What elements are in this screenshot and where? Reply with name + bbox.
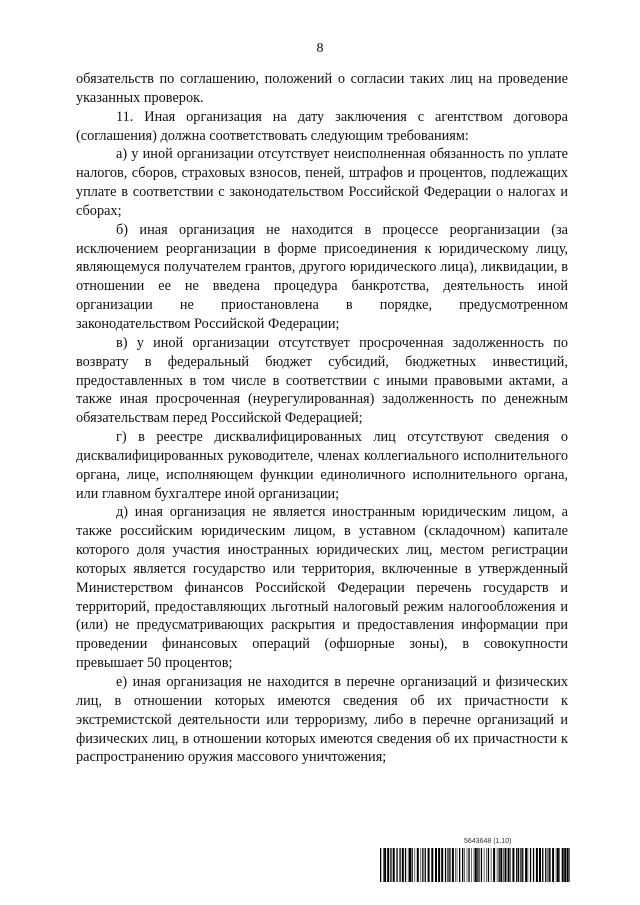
barcode-bar: [499, 848, 500, 882]
barcode-bar: [438, 848, 440, 882]
paragraph-subitem-e: е) иная организация не находится в перечне организаций и физических лиц, в отношении которых имеются сведения об их причастности к экстремистской деятельности или терроризму, либо в перечне организаций и физических лиц, в отношении которых имеются сведения об их причастности к распространению оружия массового уничтожения;: [76, 674, 568, 766]
barcode-bar: [408, 848, 409, 882]
paragraph-subitem-a: а) у иной организации отсутствует неисполненная обязанность по уплате налогов, сборов, страховых взносов, пеней, штрафов и процентов, подлежащих уплате в соответствии с законодательством Российской Федерации о налогах и сборах;: [76, 146, 568, 219]
paragraph-subitem-b: б) иная организация не находится в процессе реорганизации (за исключением реорганизации в форме присоединения к юридическому лицу, являющемуся получателем грантов, другого юридического лица), ликвидации, в отношении ее не введена процедура банкротства, деятельность иной организации не приостановлена в порядке, предусмотренном законодательством Российской Федерации;: [76, 221, 568, 332]
document-body: [76, 70, 568, 767]
barcode-bar: [512, 848, 514, 882]
barcode-bar: [390, 848, 391, 882]
barcode-bar: [422, 848, 423, 882]
barcode-bar: [530, 848, 531, 882]
barcode-bar: [559, 848, 560, 882]
paragraph-subitem-d: д) иная организация не является иностранным юридическим лицом, а также российским юридическим лицом, в уставном (складочном) капитале которого доля участия иностранных юридических лиц, местом регистрации которых является государство или территория, включенные в утвержденный Министерством финансов Российской Федерации перечень государств и территорий, предоставляющих льготный налоговый режим налогообложения и (или) не предусматривающих раскрытия и предоставления информации при проведении финансовых операций (офшорные зоны), в совокупности превышает 50 процентов;: [76, 504, 568, 672]
barcode-bar: [445, 848, 446, 882]
barcode-bar: [425, 848, 426, 882]
barcode-bar: [464, 848, 465, 882]
barcode-bar: [516, 848, 517, 882]
barcode-bar: [536, 848, 538, 882]
barcode-bar: [405, 848, 406, 882]
barcode-bar: [542, 848, 543, 882]
barcode-bar: [520, 848, 521, 882]
barcode-bar: [481, 848, 482, 882]
barcode-bar: [569, 848, 570, 882]
barcode-bar: [486, 848, 487, 882]
barcode-bar: [396, 848, 397, 882]
barcode-bar: [505, 848, 507, 882]
barcode-bar: [522, 848, 523, 882]
paragraph-subitem-v: в) у иной организации отсутствует просроченная задолженность по возврату в федеральный бюджет субсидий, бюджетных инвестиций, предоставленных в том числе в соответствии с иными правовыми актами, а также иная просроченная (неурегулированная) задолженность по денежным обязательствам перед Российской Федерацией;: [76, 334, 568, 427]
barcode-bar: [484, 848, 485, 882]
barcode-bar: [488, 848, 489, 882]
barcode-bar: [441, 848, 443, 882]
barcode-bar: [556, 848, 557, 882]
barcode-bar: [450, 848, 451, 882]
barcode-bar: [525, 848, 527, 882]
barcode-bar: [387, 848, 389, 882]
barcode-bar: [455, 848, 456, 882]
barcode-bar: [518, 848, 519, 882]
barcode-bar: [539, 848, 541, 882]
barcode-bar: [475, 848, 477, 882]
document-barcode: [380, 838, 572, 884]
barcode-bar: [468, 848, 469, 882]
paragraph-item-11: 11. Иная организация на дату заключения с агентством договора (соглашения) должна соответствовать следующим требованиям:: [76, 108, 568, 144]
barcode-bar: [462, 848, 463, 882]
barcode-bar: [497, 848, 498, 882]
barcode-bar: [500, 848, 502, 882]
barcode-bar: [562, 848, 564, 882]
barcode-bar: [510, 848, 511, 882]
barcode-bar: [415, 848, 416, 882]
barcode-caption: 5643648 (1.10): [464, 838, 512, 845]
barcode-bar: [503, 848, 504, 882]
barcode-bar: [384, 848, 386, 882]
page-number: 8: [316, 41, 324, 56]
barcode-bar: [550, 848, 551, 882]
barcode-bar: [399, 848, 400, 882]
barcode-bar: [493, 848, 495, 882]
barcode-bar: [447, 848, 448, 882]
paragraph-subitem-g: г) в реестре дисквалифицированных лиц отсутствуют сведения о дисквалифицированных руководителе, членах коллегиального исполнительного органа, лице, исполняющем функции единоличного исполнительного органа, или главном бухгалтере иной организации;: [76, 429, 568, 502]
barcode-bar: [457, 848, 458, 882]
barcode-bar: [431, 848, 433, 882]
barcode-bar: [412, 848, 413, 882]
paragraph-0: обязательств по соглашению, положений о согласии таких лиц на проведение указанных проверок.: [76, 71, 568, 106]
barcode-bar: [567, 848, 569, 882]
barcode-bar: [452, 848, 454, 882]
barcode-bar: [528, 848, 529, 882]
barcode-bar: [545, 848, 546, 882]
barcode-bar: [552, 848, 554, 882]
barcode-bar: [448, 848, 449, 882]
barcode-bar: [508, 848, 510, 882]
barcode-bar: [474, 848, 475, 882]
barcode-bar: [409, 848, 411, 882]
barcode-bar: [477, 848, 478, 882]
barcode-bar: [428, 848, 430, 882]
barcode-bar: [417, 848, 419, 882]
barcode-bar: [549, 848, 550, 882]
barcode-bar: [393, 848, 395, 882]
barcode-bar: [479, 848, 480, 882]
barcode-bar: [380, 848, 381, 882]
barcode-bar: [467, 848, 468, 882]
barcode-bar: [435, 848, 437, 882]
barcode-bar: [557, 848, 559, 882]
barcode-bar: [459, 848, 460, 882]
barcode-bar: [491, 848, 492, 882]
barcode-bar: [421, 848, 422, 882]
barcode-bar: [402, 848, 404, 882]
barcode-bar: [383, 848, 384, 882]
barcode-bar: [471, 848, 472, 882]
barcode-bar: [548, 848, 549, 882]
barcode-bar: [564, 848, 566, 882]
barcode-bar: [533, 848, 534, 882]
barcode-icon: [380, 848, 572, 882]
